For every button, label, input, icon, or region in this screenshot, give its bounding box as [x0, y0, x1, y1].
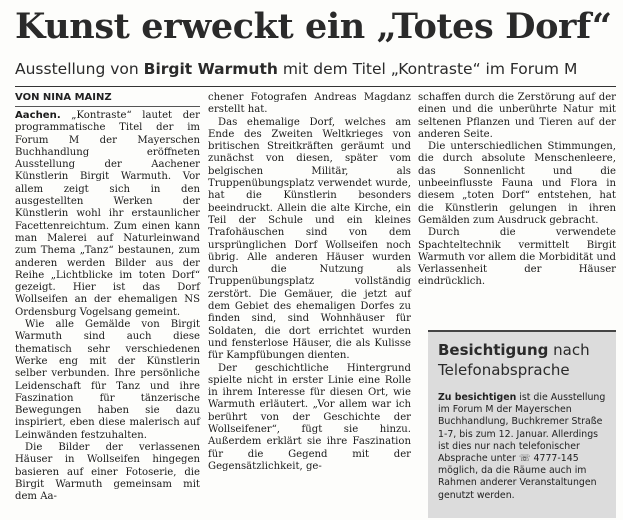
lead-word: Aachen.	[15, 110, 61, 121]
headline: Kunst erweckt ein „Totes Dorf“	[15, 6, 612, 47]
byline-divider	[15, 106, 200, 107]
info-box-text-1: ist die Ausstellung im Forum M der Mayerschen Buchhandlung, Buchkremer Straße 1-7, bis zum 12. Januar. Allerdings ist dies nur nach telefonischer Absprache unter	[438, 392, 606, 465]
top-divider	[15, 86, 616, 87]
paragraph: Die Bilder der verlassenen Häuser in Wollseifen hingegen basieren auf einer Fotoserie, die Birgit Warmuth gemeinsam mit dem Aa-	[15, 442, 200, 503]
byline: VON NINA MAINZ	[15, 92, 112, 103]
info-box-text-2: möglich, da die Räume auch im Rahmen anderer Veranstaltungen genutzt werden.	[438, 465, 597, 501]
paragraph-text: „Kontraste“ lautet der programmatische Titel der im Forum M der Mayerschen Buchhandlung eröffneten Ausstellung der Aachener Künstlerin Birgit Warmuth. Vor allem zeigt sich in den ausgestellten Werken der Künstlerin wohl ihr erstaunlicher Facettenreichtum. Zum einen kann man Malerei auf Naturleinwand zum Thema „Tanz“ bestaunen, zum anderen werden Bilder aus der Reihe „Lichtblicke im toten Dorf“ gezeigt. Hier ist das Dorf Wollseifen an der ehemaligen NS Ordensburg Vogelsang gemeint.	[15, 110, 200, 318]
info-box-title-rest: nach Telefonabsprache	[438, 341, 590, 379]
info-box-divider	[428, 330, 616, 332]
info-box	[428, 330, 616, 518]
paragraph	[15, 110, 200, 319]
paragraph: chener Fotografen Andreas Magdanz erstellt hat.	[208, 92, 411, 116]
article-column-2	[208, 92, 411, 473]
paragraph: Der geschichtliche Hintergrund spielte nicht in erster Linie eine Rolle in ihrem Interesse für diesen Ort, wie Warmuth erläutert. „Vor allem war ich berührt von der Geschichte der Wollseifener“, fügt sie hinzu. Außerdem erklärt sie ihre Faszination für die Gegend mit der Gegensätzlichkeit, ge-	[208, 362, 411, 472]
phone-number: 4777-145	[530, 453, 579, 465]
paragraph: Wie alle Gemälde von Birgit Warmuth sind auch diese thematisch sehr verschiedenen Werke eng mit der Künstlerin selber verbunden. Ihre persönliche Leidenschaft für Tanz und ihre Faszination für tänzerische Bewegungen haben sie dazu inspiriert, eben diese malerisch auf Leinwänden festzuhalten.	[15, 319, 200, 441]
article-column-3	[418, 92, 616, 289]
info-box-text-bold: Zu besichtigen	[438, 392, 517, 403]
subheadline	[15, 60, 615, 78]
phone-icon: ☏	[518, 453, 531, 465]
paragraph: Durch die verwendete Spachteltechnik vermittelt Birgit Warmuth vor allem die Morbidität und Verlassenheit der Häuser eindrücklich.	[418, 227, 616, 288]
paragraph: Die unterschiedlichen Stimmungen, die durch absolute Menschenleere, das Sonnenlicht und die unbeeinflusste Fauna und Flora in diesem „toten Dorf“ entstehen, hat die Künstlerin gelungen in ihren Gemälden zum Ausdruck gebracht.	[418, 141, 616, 226]
info-box-text	[438, 392, 610, 502]
info-box-title	[438, 340, 613, 380]
subheadline-post: mit dem Titel „Kontraste“ im Forum M	[277, 60, 578, 78]
info-box-title-bold: Besichtigung	[438, 341, 549, 359]
subheadline-pre: Ausstellung von	[15, 60, 144, 78]
paragraph: Das ehemalige Dorf, welches am Ende des Zweiten Weltkrieges von britischen Streitkräften geräumt und zunächst von diesen, später vom belgischen Militär, als Truppenübungsplatz verwendet wurde, hat die Künstlerin besonders beeindruckt. Allein die alte Kirche, ein Teil der Schule und ein kleines Trafohäuschen sind von dem ursprünglichen Dorf Wollseifen noch übrig. Alle anderen Häuser wurden durch die Nutzung als Truppenübungsplatz vollständig zerstört. Die Gemäuer, die jetzt auf dem Gebiet des ehemaligen Dorfes zu finden sind, sind Wohnhäuser für Soldaten, die dort errichtet wurden und fensterlose Häuser, die als Kulisse für Kampfübungen dienten.	[208, 116, 411, 362]
article-column-1	[15, 110, 200, 504]
subheadline-name: Birgit Warmuth	[143, 60, 278, 78]
paragraph: schaffen durch die Zerstörung auf der einen und die unberührte Natur mit seltenen Pflanzen und Tieren auf der anderen Seite.	[418, 92, 616, 140]
